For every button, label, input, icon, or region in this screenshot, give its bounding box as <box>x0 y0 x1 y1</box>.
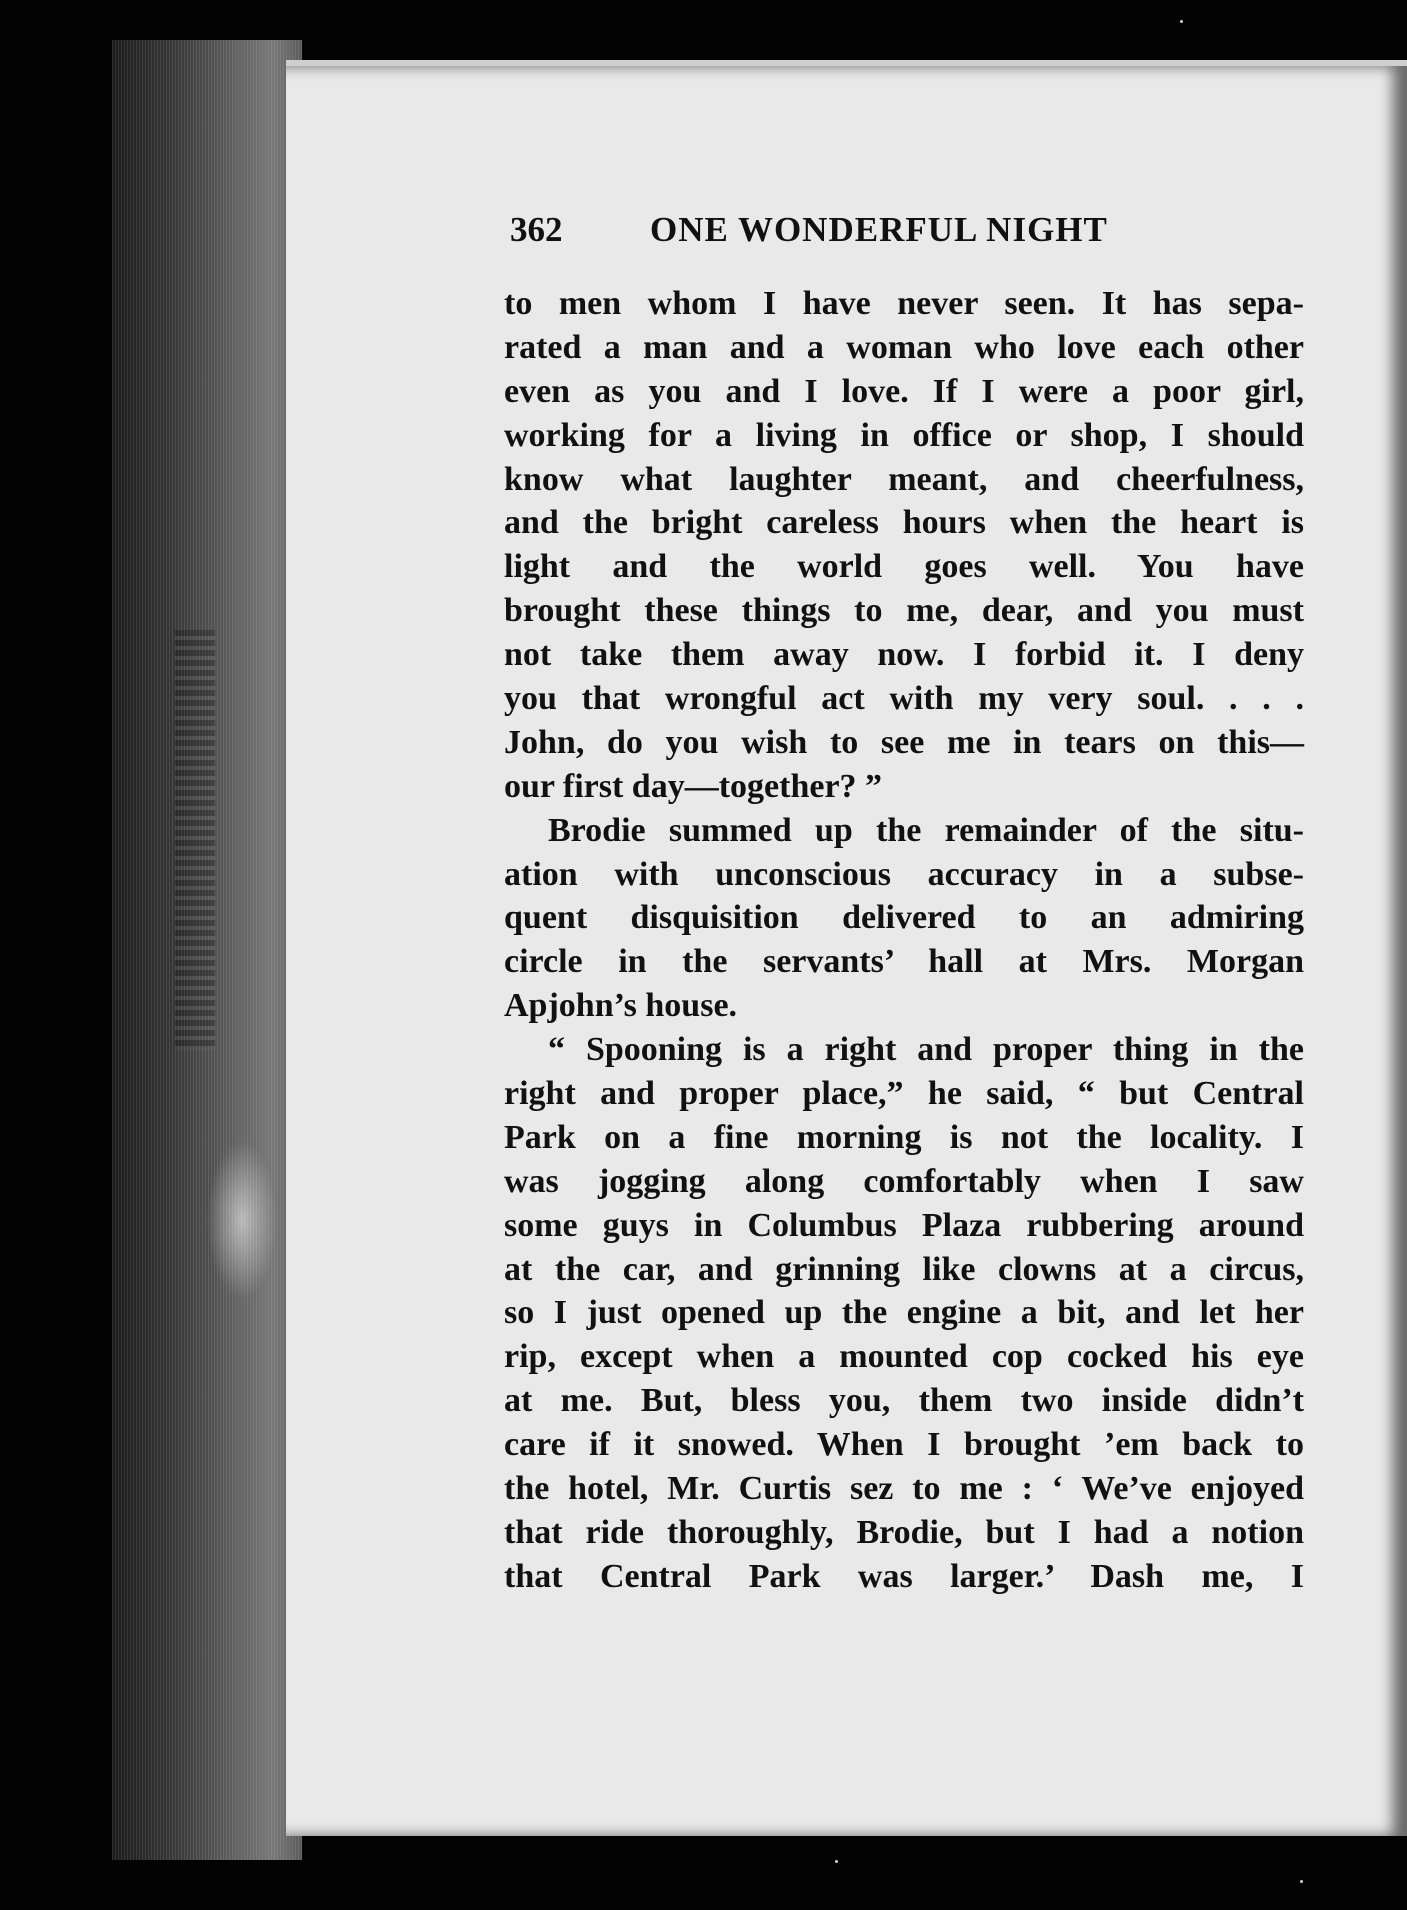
text-line: John, do you wish to see me in tears on this— <box>504 723 1304 761</box>
text-line: and the bright careless hours when the heart is <box>504 504 1304 542</box>
spine-lettering <box>175 630 215 1050</box>
text-line: you that wrongful act with my very soul. . . . <box>504 680 1304 718</box>
text-line: brought these things to me, dear, and you must <box>504 592 1304 630</box>
text-line: “ Spooning is a right and proper thing in the <box>548 1031 1304 1069</box>
text-line: Brodie summed up the remainder of the situ- <box>548 811 1304 849</box>
text-line: working for a living in office or shop, I should <box>504 416 1304 454</box>
text-line: quent disquisition delivered to an admiring <box>504 899 1304 937</box>
page-number: 362 <box>510 210 563 249</box>
text-line: care if it snowed. When I brought ’em back to <box>504 1426 1304 1464</box>
text-line: so I just opened up the engine a bit, and let her <box>504 1294 1304 1332</box>
text-line: at me. But, bless you, them two inside didn’t <box>504 1382 1304 1420</box>
text-line: rated a man and a woman who love each other <box>504 328 1304 366</box>
text-line: the hotel, Mr. Curtis sez to me : ‘ We’ve enjoyed <box>504 1470 1304 1508</box>
text-line: that ride thoroughly, Brodie, but I had a notion <box>504 1513 1304 1551</box>
running-title: ONE WONDERFUL NIGHT <box>650 210 1108 249</box>
text-line: rip, except when a mounted cop cocked his eye <box>504 1338 1304 1376</box>
text-line: Park on a fine morning is not the locality. I <box>504 1118 1304 1156</box>
dust-speck <box>835 1860 838 1863</box>
body-text <box>504 282 1304 1599</box>
text-line: right and proper place,” he said, “ but Central <box>504 1075 1304 1113</box>
text-line: not take them away now. I forbid it. I deny <box>504 636 1304 674</box>
text-line: know what laughter meant, and cheerfulness, <box>504 460 1304 498</box>
text-line: circle in the servants’ hall at Mrs. Morgan <box>504 943 1304 981</box>
text-line: at the car, and grinning like clowns at a circus, <box>504 1250 1304 1288</box>
text-line: ation with unconscious accuracy in a subse- <box>504 855 1304 893</box>
dust-speck <box>1300 1880 1303 1883</box>
text-line: our first day—together? ” <box>504 767 883 805</box>
text-line: even as you and I love. If I were a poor girl, <box>504 372 1304 410</box>
text-line: some guys in Columbus Plaza rubbering around <box>504 1206 1304 1244</box>
text-line: light and the world goes well. You have <box>504 548 1304 586</box>
dust-speck <box>1180 20 1183 23</box>
running-head <box>510 210 1300 250</box>
text-line: that Central Park was larger.’ Dash me, I <box>504 1557 1304 1595</box>
text-line: Apjohn’s house. <box>504 987 738 1025</box>
text-line: to men whom I have never seen. It has sepa- <box>504 285 1304 322</box>
text-line: was jogging along comfortably when I saw <box>504 1162 1304 1200</box>
